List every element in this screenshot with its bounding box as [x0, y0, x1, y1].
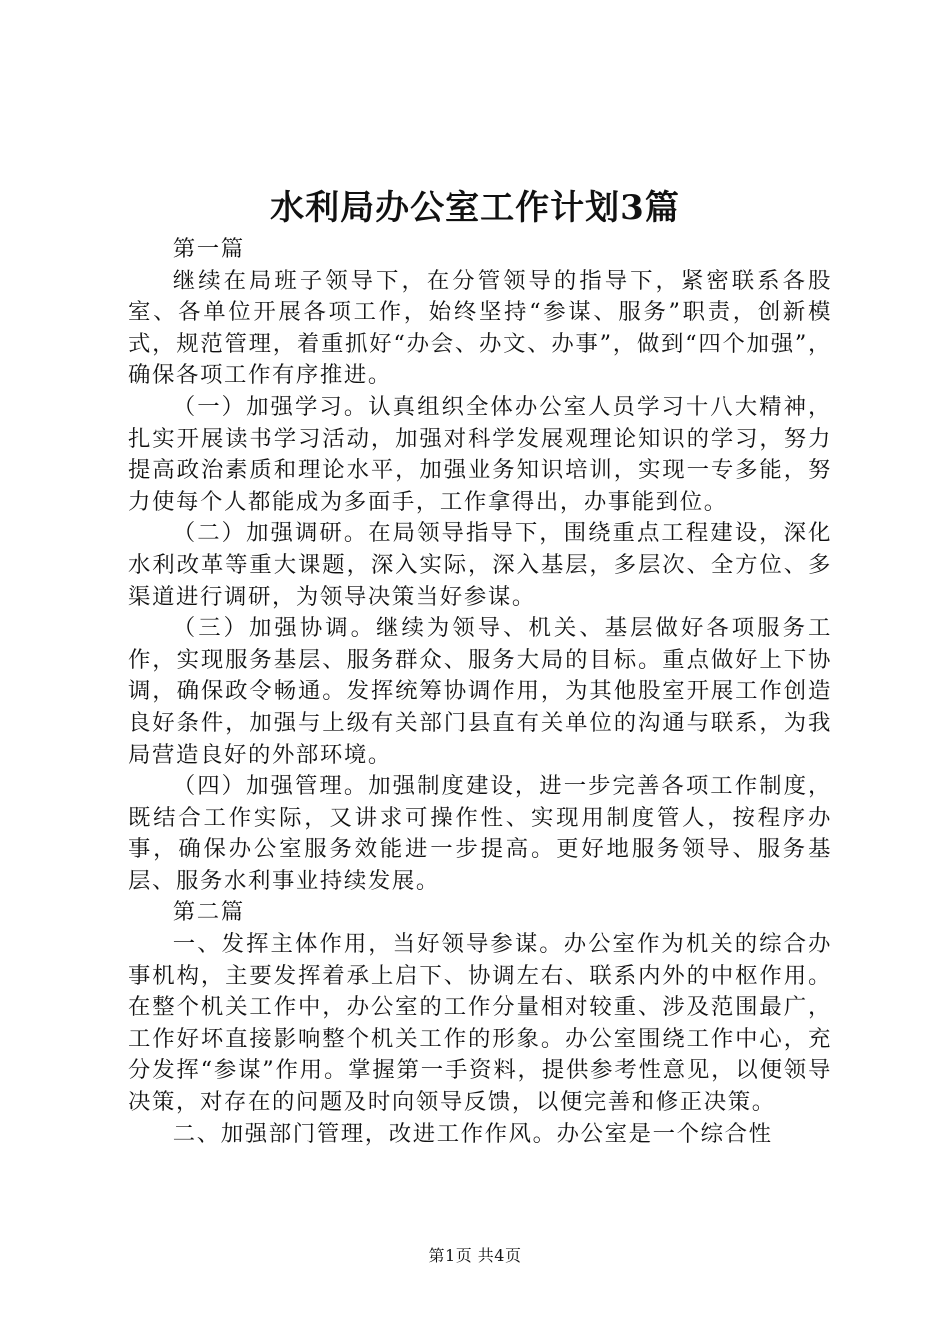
- section-heading-first: 第一篇: [172, 236, 245, 262]
- paragraph-second-2: 二、加强部门管理，改进工作作风。办公室是一个综合性: [172, 1120, 773, 1147]
- section-heading-second: 第二篇: [172, 899, 245, 926]
- paragraph-second-1: 一、发挥主体作用，当好领导参谋。办公室作为机关的综合办事机构，主要发挥着承上启下、协调左右、联系内外的中枢作用。在整个机关工作中，办公室的工作分量相对较重、涉及范围最广，工作好坏直接影响整个机关工作的形象。办公室围绕工作中心，充分发挥“参谋”作用。掌握第一手资料，提供参考性意见，以便领导决策，对存在的问题及时向领导反馈，以便完善和修正决策。: [128, 931, 832, 1116]
- document-title: 水利局办公室工作计划3篇: [270, 188, 680, 228]
- paragraph-item-1: （一）加强学习。认真组织全体办公室人员学习十八大精神，扎实开展读书学习活动，加强对科学发展观理论知识的学习，努力提高政治素质和理论水平，加强业务知识培训，实现一专多能，努力使每个人都能成为多面手，工作拿得出，办事能到位。: [128, 393, 832, 515]
- paragraph-item-4: （四）加强管理。加强制度建设，进一步完善各项工作制度，既结合工作实际，又讲求可操作性、实现用制度管人，按程序办事，确保办公室服务效能进一步提高。更好地服务领导、服务基层、服务水利事业持续发展。: [128, 773, 832, 894]
- paragraph-item-3: （三）加强协调。继续为领导、机关、基层做好各项服务工作，实现服务基层、服务群众、服务大局的目标。重点做好上下协调，确保政令畅通。发挥统筹协调作用，为其他股室开展工作创造良好条件，加强与上级有关部门县直有关单位的沟通与联系，为我局营造良好的外部环境。: [128, 615, 832, 768]
- paragraph-item-2: （二）加强调研。在局领导指导下，围绕重点工程建设，深化水利改革等重大课题，深入实际，深入基层，多层次、全方位、多渠道进行调研，为领导决策当好参谋。: [128, 520, 832, 610]
- paragraph-intro: 继续在局班子领导下，在分管领导的指导下，紧密联系各股室、各单位开展各项工作，始终坚持“参谋、服务”职责，创新模式，规范管理，着重抓好“办会、办文、办事”，做到“四个加强”，确保各项工作有序推进。: [128, 267, 832, 389]
- page-number-footer: 第1页 共4页: [428, 1246, 522, 1265]
- document-body: [128, 234, 832, 1150]
